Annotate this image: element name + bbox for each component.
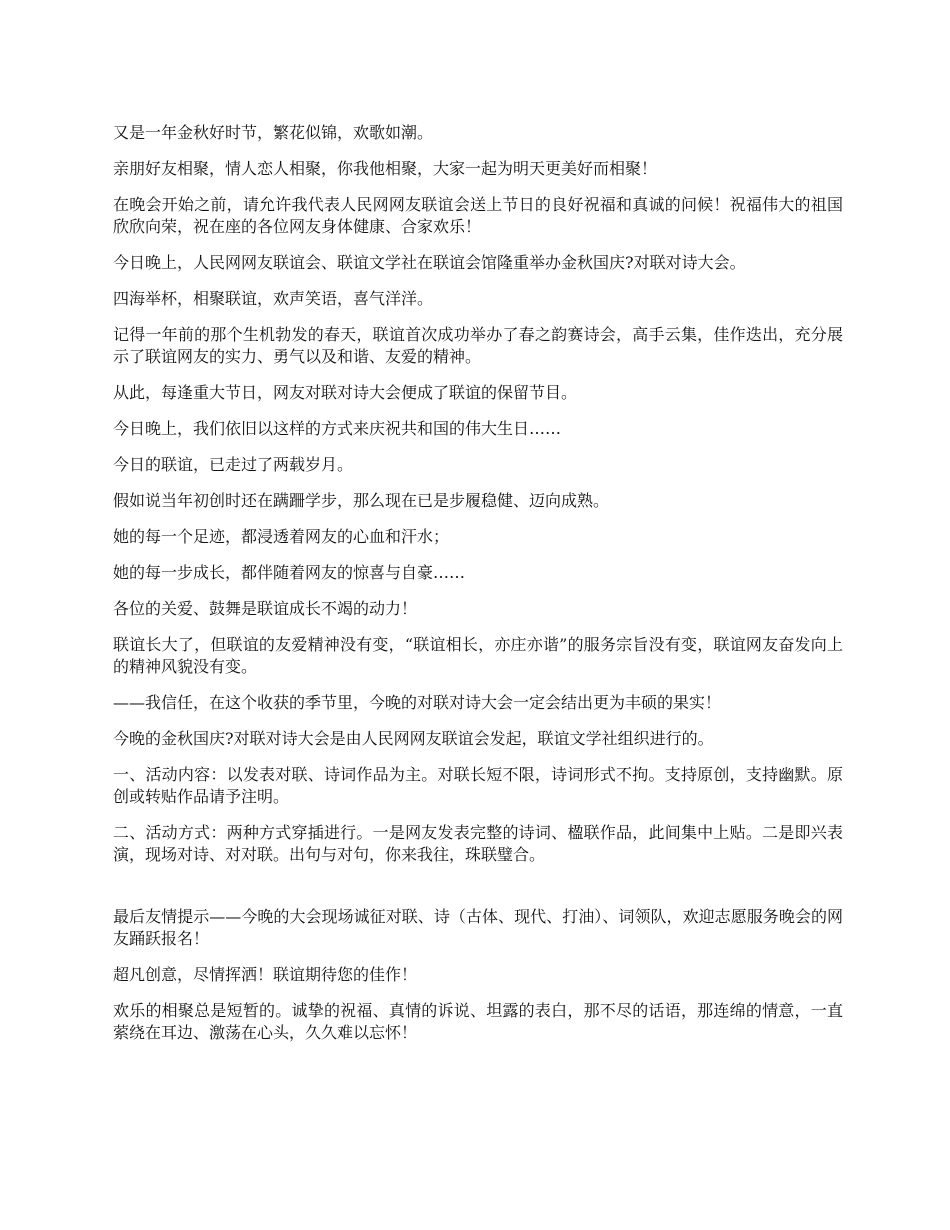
paragraph: 又是一年金秋好时节，繁花似锦，欢歌如潮。 — [113, 123, 434, 142]
paragraph: 一、活动内容：以发表对联、诗词作品为主。对联长短不限，诗词形式不拘。支持原创，支持幽默。原创或转贴作品请予注明。 — [113, 765, 843, 806]
paragraph: 她的每一个足迹，都浸透着网友的心血和汗水； — [113, 527, 450, 546]
paragraph: 二、活动方式：两种方式穿插进行。一是网友发表完整的诗词、楹联作品，此间集中上贴。二是即兴表演，现场对诗、对对联。出句与对句，你来我往，珠联璧合。 — [113, 823, 843, 864]
paragraph: 联谊长大了，但联谊的友爱精神没有变，“联谊相长，亦庄亦谐”的服务宗旨没有变，联谊网友奋发向上的精神风貌没有变。 — [113, 635, 843, 676]
paragraph: 今日晚上，我们依旧以这样的方式来庆祝共和国的伟大生日…… — [113, 419, 562, 438]
paragraph: 记得一年前的那个生机勃发的春天，联谊首次成功举办了春之韵赛诗会，高手云集，佳作迭出，充分展示了联谊网友的实力、勇气以及和谐、友爱的精神。 — [113, 325, 843, 366]
paragraph: 四海举杯，相聚联谊，欢声笑语，喜气洋洋。 — [113, 289, 434, 308]
section-spacer — [113, 880, 843, 906]
paragraph: 最后友情提示——今晚的大会现场诚征对联、诗（古体、现代、打油）、词领队，欢迎志愿服务晚会的网友踊跃报名！ — [113, 907, 843, 948]
paragraph: 今晚的金秋国庆?对联对诗大会是由人民网网友联谊会发起，联谊文学社组织进行的。 — [113, 729, 714, 748]
paragraph: 在晚会开始之前，请允许我代表人民网网友联谊会送上节日的良好祝福和真诚的问候！祝福伟大的祖国欣欣向荣，祝在座的各位网友身体健康、合家欢乐！ — [113, 195, 843, 236]
paragraph: ——我信任，在这个收获的季节里，今晚的对联对诗大会一定会结出更为丰硕的果实！ — [113, 693, 722, 712]
paragraph: 从此，每逢重大节日，网友对联对诗大会便成了联谊的保留节目。 — [113, 383, 578, 402]
paragraph: 今日的联谊，已走过了两载岁月。 — [113, 455, 354, 474]
document-page — [113, 122, 843, 1058]
paragraph: 各位的关爱、鼓舞是联谊成长不竭的动力！ — [113, 599, 418, 618]
paragraph: 欢乐的相聚总是短暂的。诚挚的祝福、真情的诉说、坦露的表白，那不尽的话语，那连绵的情意，一直萦绕在耳边、激荡在心头，久久难以忘怀！ — [113, 1001, 843, 1042]
paragraph: 今日晚上，人民网网友联谊会、联谊文学社在联谊会馆隆重举办金秋国庆?对联对诗大会。 — [113, 253, 746, 272]
paragraph: 亲朋好友相聚，情人恋人相聚，你我他相聚，大家一起为明天更美好而相聚！ — [113, 159, 658, 178]
paragraph: 假如说当年初创时还在蹒跚学步，那么现在已是步履稳健、迈向成熟。 — [113, 491, 610, 510]
paragraph: 超凡创意，尽情挥洒！联谊期待您的佳作！ — [113, 965, 418, 984]
paragraph: 她的每一步成长，都伴随着网友的惊喜与自豪…… — [113, 563, 466, 582]
